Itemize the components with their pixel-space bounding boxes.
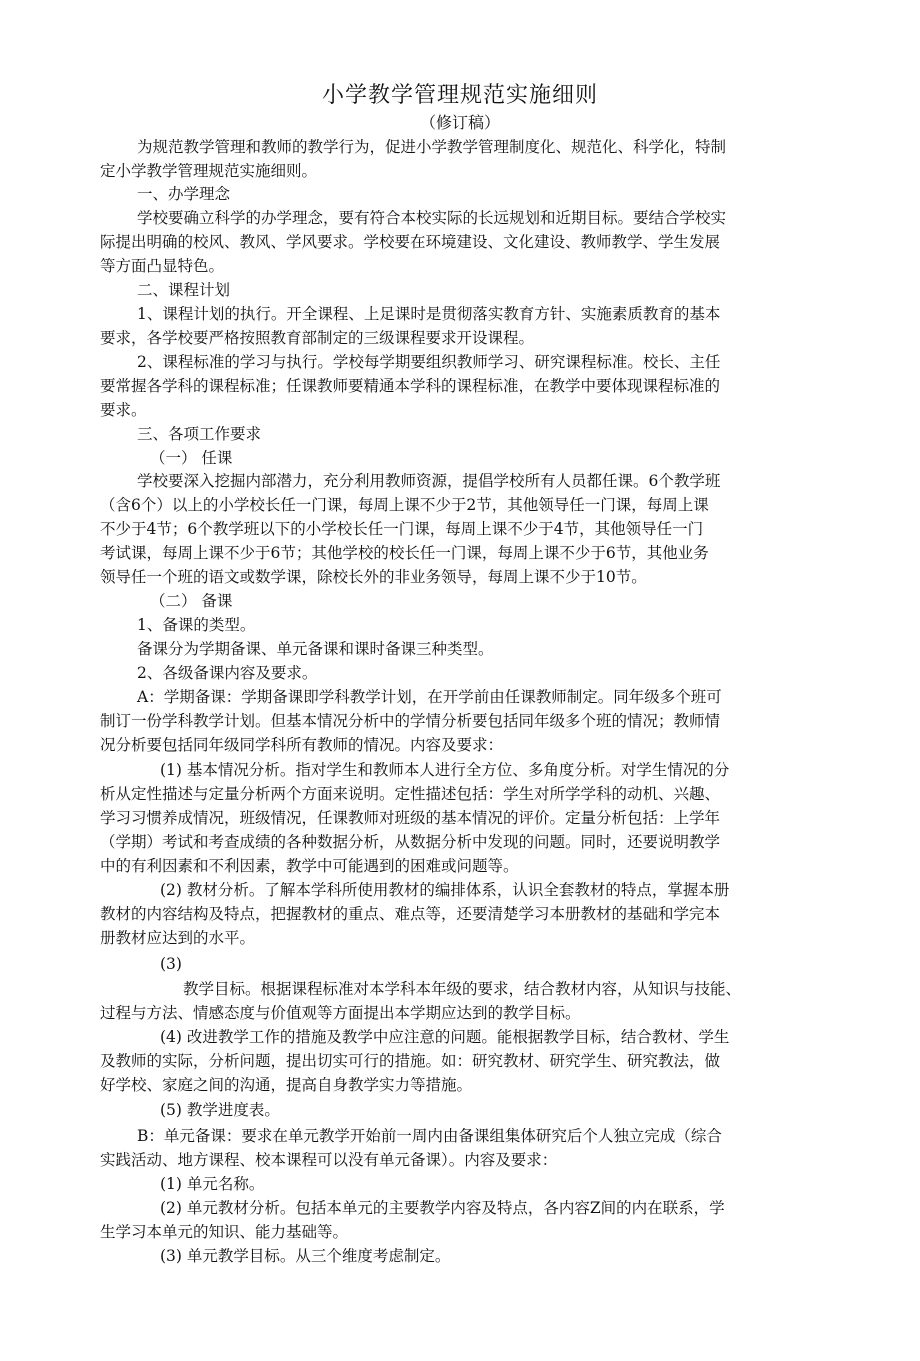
text-line: 1、备课的类型。 bbox=[137, 616, 256, 634]
section-heading: 三、各项工作要求 bbox=[137, 425, 262, 443]
text-line: A：学期备课：学期备课即学科教学计划，在开学前由任课教师制定。同年级多个班可 bbox=[137, 688, 722, 706]
subsection-heading: （一） 任课 bbox=[150, 449, 233, 467]
text-line: 等方面凸显特色。 bbox=[100, 257, 225, 275]
section-heading: 二、课程计划 bbox=[137, 281, 231, 299]
text-line: (1) 单元名称。 bbox=[160, 1175, 265, 1193]
text-line: (1) 基本情况分析。指对学生和教师本人进行全方位、多角度分析。对学生情况的分 bbox=[160, 761, 730, 779]
text-line: 及教师的实际，分析问题，提出切实可行的措施。如：研究教材、研究学生、研究教法，做 bbox=[100, 1052, 721, 1070]
text-line: 为规范教学管理和教师的教学行为，促进小学教学管理制度化、规范化、科学化，特制 bbox=[137, 138, 727, 156]
text-line: 教学目标。根据课程标准对本学科本年级的要求，结合教材内容，从知识与技能、 bbox=[183, 980, 742, 998]
text-line: 考试课，每周上课不少于6节；其他学校的校长任一门课，每周上课不少于6节，其他业务 bbox=[100, 544, 709, 562]
text-line: 2、各级备课内容及要求。 bbox=[137, 664, 318, 682]
text-line: 学校要确立科学的办学理念，要有符合本校实际的长远规划和近期目标。要结合学校实 bbox=[137, 209, 727, 227]
text-line: 册教材应达到的水平。 bbox=[100, 929, 256, 947]
section-heading: 一、办学理念 bbox=[137, 185, 231, 203]
document-subtitle: （修订稿） bbox=[419, 113, 500, 132]
text-line: 教材的内容结构及特点，把握教材的重点、难点等，还要清楚学习本册教材的基础和学完本 bbox=[100, 905, 721, 923]
text-line: 析从定性描述与定量分析两个方面来说明。定性描述包括：学生对所学学科的动机、兴趣、 bbox=[100, 785, 721, 803]
text-line: 要求。 bbox=[100, 401, 147, 419]
text-line: (4) 改进教学工作的措施及教学中应注意的问题。能根据教学目标，结合教材、学生 bbox=[160, 1028, 730, 1046]
text-line: 况分析要包括同年级同学科所有教师的情况。内容及要求： bbox=[100, 736, 504, 754]
text-line: （含6个）以上的小学校长任一门课，每周上课不少于2节，其他领导任一门课，每周上课 bbox=[100, 496, 709, 514]
text-line: 领导任一个班的语文或数学课，除校长外的非业务领导，每周上课不少于10节。 bbox=[100, 568, 647, 586]
text-line: (5) 教学进度表。 bbox=[160, 1101, 280, 1119]
text-line: (2) 单元教材分析。包括本单元的主要教学内容及特点，各内容Z间的内在联系，学 bbox=[160, 1199, 725, 1217]
text-line: 制订一份学科教学计划。但基本情况分析中的学情分析要包括同年级多个班的情况；教师情 bbox=[100, 712, 721, 730]
text-line: 生学习本单元的知识、能力基础等。 bbox=[100, 1223, 349, 1241]
text-line: 际提出明确的校风、教风、学风要求。学校要在环境建设、文化建设、教师教学、学生发展 bbox=[100, 233, 721, 251]
text-line: 要常握各学科的课程标准；任课教师要精通本学科的课程标准，在教学中要体现课程标准的 bbox=[100, 377, 721, 395]
text-line: 学习习惯养成情况，班级情况，任课教师对班级的基本情况的评价。定量分析包括：上学年 bbox=[100, 809, 721, 827]
text-line: 学校要深入挖掘内部潜力，充分利用教师资源，提倡学校所有人员都任课。6个教学班 bbox=[137, 472, 721, 490]
text-line: 备课分为学期备课、单元备课和课时备课三种类型。 bbox=[137, 640, 494, 658]
text-line: 2、课程标准的学习与执行。学校每学期要组织教师学习、研究课程标准。校长、主任 bbox=[137, 353, 721, 371]
text-line: B：单元备课：要求在单元教学开始前一周内由备课组集体研究后个人独立完成（综合 bbox=[137, 1127, 722, 1145]
text-line: 中的有利因素和不利因素，教学中可能遇到的困难或问题等。 bbox=[100, 857, 519, 875]
text-line: 过程与方法、情感态度与价值观等方面提出本学期应达到的教学目标。 bbox=[100, 1004, 581, 1022]
subsection-heading: （二） 备课 bbox=[150, 592, 233, 610]
text-line: 定小学教学管理规范实施细则。 bbox=[100, 162, 318, 180]
text-line: 实践活动、地方课程、校本课程可以没有单元备课）。内容及要求： bbox=[100, 1151, 558, 1169]
text-line: 不少于4节；6个教学班以下的小学校长任一门课，每周上课不少于4节，其他领导任一门 bbox=[100, 520, 704, 538]
text-line: 好学校、家庭之间的沟通，提高自身教学实力等措施。 bbox=[100, 1076, 473, 1094]
text-line: (3) 单元教学目标。从三个维度考虑制定。 bbox=[160, 1247, 451, 1265]
text-line: 要求，各学校要严格按照教育部制定的三级课程要求开设课程。 bbox=[100, 329, 535, 347]
text-line: (2) 教材分析。了解本学科所使用教材的编排体系，认识全套教材的特点，掌握本册 bbox=[160, 881, 730, 899]
text-line: 1、课程计划的执行。开全课程、上足课时是贯彻落实教育方针、实施素质教育的基本 bbox=[137, 305, 721, 323]
text-line: （学期）考试和考查成绩的各种数据分析，从数据分析中发现的问题。同时，还要说明教学 bbox=[100, 833, 721, 851]
document-title: 小学教学管理规范实施细则 bbox=[321, 83, 598, 108]
list-number: (3) bbox=[160, 955, 182, 973]
